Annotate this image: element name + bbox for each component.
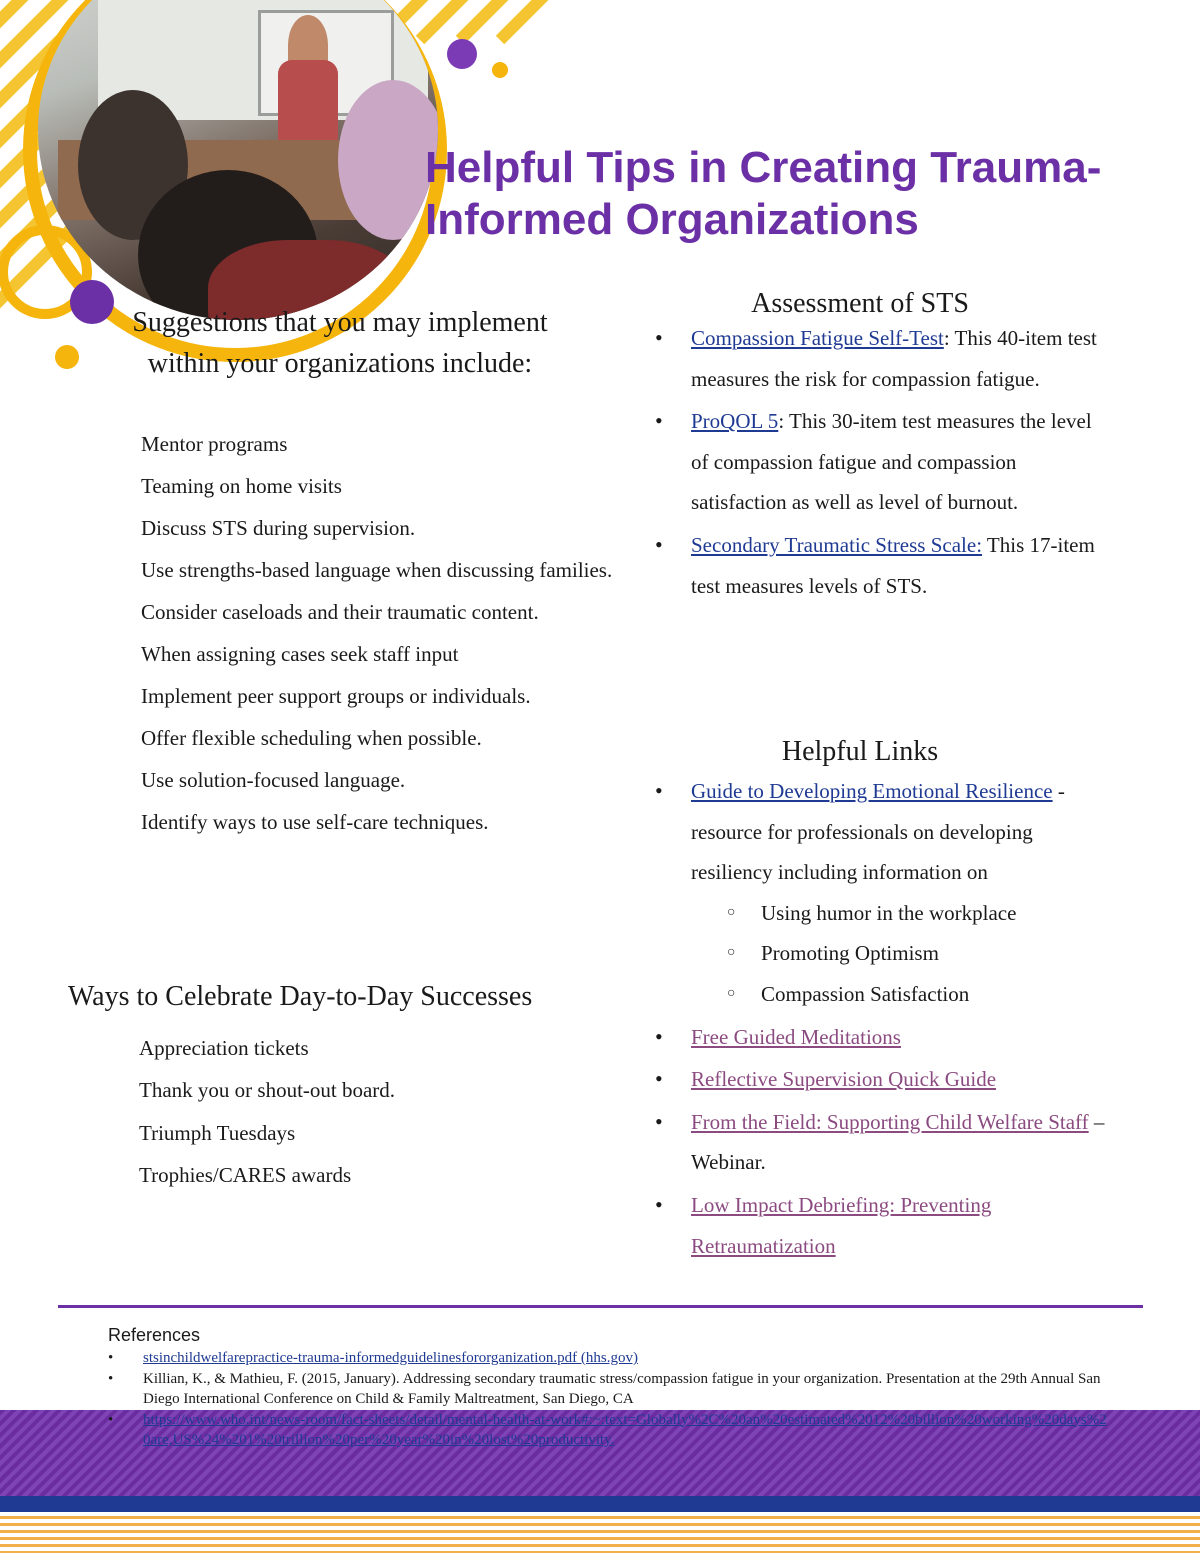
footer-gold-stripes	[0, 1512, 1200, 1553]
assessment-text: This 17-item test measures levels of STS.	[691, 532, 1095, 598]
list-item	[655, 401, 1110, 523]
assessment-heading: Assessment of STS	[751, 288, 969, 319]
references-list	[108, 1348, 1108, 1451]
compassion-fatigue-test-link[interactable]: Compassion Fatigue Self-Test	[691, 326, 944, 350]
helpful-links-heading: Helpful Links	[781, 736, 939, 767]
emotional-resilience-link[interactable]: Guide to Developing Emotional Resilience	[691, 779, 1053, 803]
suggestions-heading-line2: within your organizations include:	[147, 348, 533, 379]
from-the-field-link[interactable]: From the Field: Supporting Child Welfare Staff	[691, 1109, 1089, 1134]
list-item	[655, 1017, 1110, 1058]
list-item: Identify ways to use self-care techniques.	[141, 810, 489, 834]
list-item: Implement peer support groups or individuals.	[141, 684, 531, 708]
list-item	[655, 1185, 1110, 1266]
list-item: Discuss STS during supervision.	[141, 516, 416, 540]
sublist-item: ○ Promoting Optimism	[691, 933, 1110, 974]
list-item	[655, 525, 1110, 606]
page-title: Helpful Tips in Creating Trauma-Informed Organizations	[425, 143, 1102, 244]
suggestions-heading	[90, 302, 590, 384]
reflective-supervision-link[interactable]: Reflective Supervision Quick Guide	[691, 1067, 997, 1092]
list-item: Thank you or shout-out board.	[139, 1078, 396, 1103]
list-item: Teaming on home visits	[141, 474, 342, 498]
reference-item	[108, 1348, 1108, 1369]
list-item: Offer flexible scheduling when possible.	[141, 726, 482, 750]
list-item: Use strengths-based language when discussing families.	[141, 558, 613, 582]
list-item: Triumph Tuesdays	[139, 1120, 296, 1145]
suggestions-heading-line1: Suggestions that you may implement	[132, 307, 548, 338]
sublist-item: ○ Compassion Satisfaction	[691, 974, 1110, 1015]
low-impact-debriefing-link[interactable]: Low Impact Debriefing: Preventing Retraumatization	[691, 1192, 992, 1258]
guided-meditations-link[interactable]: Free Guided Meditations	[691, 1024, 901, 1049]
celebrate-heading: Ways to Celebrate Day-to-Day Successes	[68, 981, 533, 1012]
proqol-link[interactable]: ProQOL 5	[691, 409, 779, 434]
list-item: When assigning cases seek staff input	[141, 642, 459, 666]
helpful-links-list	[655, 771, 1110, 1266]
hhs-guidelines-link[interactable]: stsinchildwelfarepractice-trauma-informedguidelinesfororganization.pdf (hhs.gov)	[143, 1350, 638, 1366]
list-item	[655, 1059, 1110, 1100]
sublist-item: ○ Using humor in the workplace	[691, 893, 1110, 934]
sts-scale-link[interactable]: Secondary Traumatic Stress Scale:	[691, 532, 983, 557]
section-divider	[58, 1305, 1143, 1308]
list-item	[655, 1102, 1110, 1183]
guide-description: - resource for professionals on developing resiliency including information on	[691, 779, 1065, 885]
list-item	[655, 771, 1110, 1015]
list-item: Trophies/CARES awards	[139, 1162, 352, 1187]
reference-item: • Killian, K., & Mathieu, F. (2015, January). Addressing secondary traumatic stress/compassion fatigue in your organization. Presentation at the 29th Annual San Diego International Conference on Child & Family Maltreatment, San Diego, CA	[108, 1369, 1108, 1410]
list-item: Use solution-focused language.	[141, 768, 406, 792]
references-title: References	[108, 1325, 201, 1345]
who-fact-sheet-link[interactable]: https://www.who.int/news-room/fact-sheets/detail/mental-health-at-work#:~:text=Globally%2C%20an%20estimated%2012%20billion%20working%20days%20are,US%24%201%20trillion%20per%20year%20in%20lost%20productivity.	[143, 1411, 1107, 1448]
assessment-text: : This 40-item test measures the risk for compassion fatigue.	[691, 326, 1097, 391]
assessment-list	[655, 318, 1110, 606]
suggestions-list	[107, 423, 627, 843]
list-item: Consider caseloads and their traumatic content.	[141, 600, 539, 624]
webinar-text: – Webinar.	[691, 1109, 1105, 1175]
references-section	[108, 1325, 1108, 1451]
list-item: Mentor programs	[141, 432, 288, 456]
resilience-sublist	[691, 893, 1110, 1015]
celebrate-list	[105, 1027, 585, 1196]
list-item	[655, 318, 1110, 399]
reference-item	[108, 1410, 1108, 1451]
footer-blue-band	[0, 1496, 1200, 1512]
list-item: Appreciation tickets	[139, 1036, 309, 1060]
assessment-text: : This 30-item test measures the level of compassion fatigue and compassion satisfaction as well as level of burnout.	[691, 409, 1092, 515]
